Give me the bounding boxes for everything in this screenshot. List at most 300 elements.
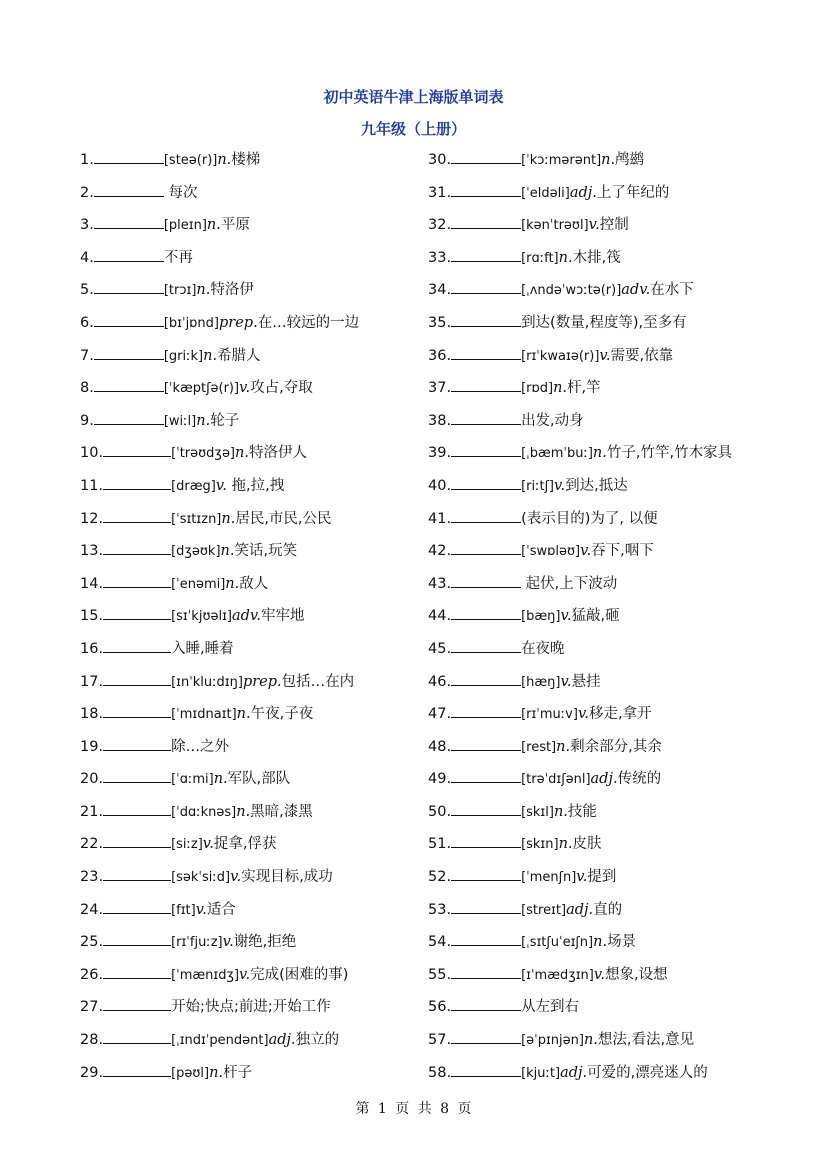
answer-blank[interactable] bbox=[451, 638, 521, 653]
answer-blank[interactable] bbox=[451, 540, 521, 555]
entry-number: 51. bbox=[428, 836, 452, 853]
entry-number: 41. bbox=[428, 510, 452, 527]
entry-number: 52. bbox=[428, 869, 452, 886]
meaning: 包括…在内 bbox=[281, 673, 355, 690]
part-of-speech: v. bbox=[593, 966, 605, 983]
answer-blank[interactable] bbox=[94, 149, 164, 164]
phonetic: [ˌɪndɪˈpendənt] bbox=[171, 1033, 269, 1049]
phonetic: [ˌsɪtʃuˈeɪʃn] bbox=[521, 935, 594, 951]
entry-number: 19. bbox=[80, 738, 104, 755]
answer-blank[interactable] bbox=[103, 1029, 171, 1044]
word-entry bbox=[80, 276, 470, 309]
meaning: 楼梯 bbox=[231, 152, 261, 168]
word-entry bbox=[428, 798, 818, 831]
meaning: 特洛伊 bbox=[210, 282, 254, 299]
meaning: 完成(困难的事) bbox=[250, 966, 349, 983]
entry-number: 26. bbox=[80, 966, 104, 983]
answer-blank[interactable] bbox=[103, 996, 171, 1011]
phonetic: [rɪˈkwaɪə(r)] bbox=[521, 348, 600, 364]
word-entry bbox=[428, 961, 818, 994]
answer-blank[interactable] bbox=[451, 899, 521, 914]
phonetic: [rɪˈfjuːz] bbox=[171, 935, 223, 951]
meaning: (表示目的)为了, 以便 bbox=[521, 510, 658, 527]
phonetic: [əˈpɪnjən] bbox=[521, 1033, 584, 1049]
part-of-speech: n. bbox=[593, 934, 608, 951]
meaning: 出发,动身 bbox=[521, 412, 584, 429]
entry-number: 47. bbox=[428, 706, 452, 723]
phonetic: [bɪˈjɒnd] bbox=[163, 315, 219, 331]
phonetic: [ˈsɪtɪzn] bbox=[171, 511, 222, 527]
phonetic: [hæŋ] bbox=[521, 674, 561, 690]
part-of-speech: v. bbox=[215, 477, 227, 494]
answer-blank[interactable] bbox=[103, 573, 171, 588]
meaning: 到达,抵达 bbox=[565, 477, 628, 494]
part-of-speech: v. bbox=[580, 543, 592, 560]
meaning: 开始;快点;前进;开始工作 bbox=[171, 999, 331, 1016]
word-entry bbox=[428, 863, 818, 896]
part-of-speech: n. bbox=[558, 836, 573, 853]
meaning: 悬挂 bbox=[571, 673, 601, 690]
answer-blank[interactable] bbox=[103, 475, 171, 490]
meaning: 杆子 bbox=[223, 1064, 253, 1081]
part-of-speech: n. bbox=[196, 282, 211, 299]
meaning: 入睡,睡着 bbox=[171, 640, 234, 657]
part-of-speech: adj. bbox=[268, 1032, 296, 1049]
meaning: 想象,设想 bbox=[604, 966, 668, 983]
phonetic: [ˈkæptʃə(r)] bbox=[163, 381, 240, 397]
part-of-speech: v. bbox=[560, 673, 572, 690]
meaning: 牢牢地 bbox=[261, 608, 305, 625]
meaning: 希腊人 bbox=[217, 347, 261, 364]
word-entry bbox=[428, 407, 818, 440]
entry-number: 50. bbox=[428, 803, 452, 820]
part-of-speech: n. bbox=[196, 412, 211, 429]
entry-number: 37. bbox=[428, 380, 452, 397]
answer-blank[interactable] bbox=[451, 410, 521, 425]
meaning: 独立的 bbox=[295, 1032, 340, 1049]
answer-blank[interactable] bbox=[451, 703, 521, 718]
word-entry bbox=[428, 733, 818, 766]
meaning: 移走,拿开 bbox=[589, 706, 652, 723]
answer-blank[interactable] bbox=[103, 833, 171, 848]
phonetic: [ˈenəmi] bbox=[171, 576, 226, 592]
entry-number: 55. bbox=[428, 966, 452, 983]
answer-blank[interactable] bbox=[451, 866, 521, 881]
entry-number: 2. bbox=[80, 184, 94, 201]
word-entry bbox=[428, 928, 818, 961]
part-of-speech: n. bbox=[601, 152, 616, 168]
meaning: 剩余部分,其余 bbox=[570, 738, 662, 755]
part-of-speech: n. bbox=[556, 738, 571, 755]
answer-blank[interactable] bbox=[103, 801, 171, 816]
part-of-speech: n. bbox=[206, 217, 221, 234]
answer-blank[interactable] bbox=[451, 833, 521, 848]
word-entry bbox=[80, 635, 470, 668]
entry-number: 33. bbox=[428, 249, 452, 266]
word-entry bbox=[80, 961, 470, 994]
entry-number: 46. bbox=[428, 673, 452, 690]
phonetic: [bæŋ] bbox=[521, 609, 561, 625]
word-entry bbox=[80, 570, 470, 603]
phonetic: [ˈdɑːknəs] bbox=[171, 804, 237, 820]
word-entry bbox=[80, 472, 470, 505]
part-of-speech: adj. bbox=[569, 184, 597, 201]
meaning: 午夜,子夜 bbox=[250, 706, 314, 723]
word-entry bbox=[80, 993, 470, 1026]
phonetic: [ˈmænɪdʒ] bbox=[171, 967, 240, 983]
meaning: 木排,筏 bbox=[572, 249, 621, 266]
entry-number: 16. bbox=[80, 640, 104, 657]
answer-blank[interactable] bbox=[94, 410, 164, 425]
answer-blank[interactable] bbox=[451, 442, 521, 457]
meaning: 在夜晚 bbox=[521, 640, 565, 657]
part-of-speech: n. bbox=[203, 347, 218, 364]
part-of-speech: adv. bbox=[621, 282, 651, 299]
meaning: 每次 bbox=[163, 184, 198, 201]
entry-number: 48. bbox=[428, 738, 452, 755]
meaning: 在水下 bbox=[650, 282, 694, 299]
part-of-speech: v. bbox=[230, 869, 242, 886]
entry-number: 57. bbox=[428, 1032, 452, 1049]
word-entry bbox=[80, 668, 470, 701]
phonetic: [rɒd] bbox=[521, 381, 554, 397]
entry-number: 36. bbox=[428, 347, 452, 364]
meaning: 起伏,上下波动 bbox=[521, 575, 618, 592]
phonetic: [wiːl] bbox=[163, 413, 197, 429]
meaning: 平原 bbox=[220, 217, 250, 234]
entry-number: 8. bbox=[80, 380, 94, 397]
phonetic: [trəˈdɪʃənl] bbox=[521, 772, 591, 788]
entry-number: 1. bbox=[80, 152, 94, 168]
phonetic: [siːz] bbox=[171, 837, 203, 853]
word-entry bbox=[80, 733, 470, 766]
phonetic: [rɑːft] bbox=[521, 250, 559, 266]
entry-number: 18. bbox=[80, 706, 104, 723]
word-entry bbox=[428, 1026, 818, 1059]
word-entry bbox=[428, 830, 818, 863]
entry-number: 23. bbox=[80, 869, 104, 886]
entry-number: 31. bbox=[428, 184, 452, 201]
entry-number: 45. bbox=[428, 640, 452, 657]
meaning: 提到 bbox=[587, 869, 617, 886]
word-entry bbox=[80, 1026, 470, 1059]
word-entry bbox=[80, 765, 470, 798]
word-entry bbox=[428, 309, 818, 342]
entry-number: 29. bbox=[80, 1064, 104, 1081]
answer-blank[interactable] bbox=[103, 442, 171, 457]
answer-blank[interactable] bbox=[451, 605, 521, 620]
answer-blank[interactable] bbox=[103, 703, 171, 718]
entry-number: 39. bbox=[428, 445, 452, 462]
answer-blank[interactable] bbox=[103, 605, 171, 620]
word-entry bbox=[428, 635, 818, 668]
word-entry bbox=[428, 244, 818, 277]
word-entry bbox=[80, 374, 470, 407]
meaning: 军队,部队 bbox=[227, 771, 291, 788]
answer-blank[interactable] bbox=[451, 312, 521, 327]
part-of-speech: n. bbox=[553, 803, 568, 820]
phonetic: [ˈɑːmi] bbox=[171, 772, 214, 788]
part-of-speech: n. bbox=[235, 445, 249, 462]
phonetic: [rɪˈmuːv] bbox=[521, 707, 578, 723]
meaning: 笑话,玩笑 bbox=[234, 543, 298, 560]
part-of-speech: v. bbox=[202, 836, 214, 853]
word-entry bbox=[80, 309, 470, 342]
entry-number: 54. bbox=[428, 934, 452, 951]
meaning: 拖,拉,拽 bbox=[226, 477, 285, 494]
meaning: 攻占,夺取 bbox=[250, 380, 313, 397]
entry-number: 9. bbox=[80, 412, 94, 429]
word-entry bbox=[80, 179, 470, 212]
entry-number: 56. bbox=[428, 999, 452, 1016]
part-of-speech: prep. bbox=[242, 673, 282, 690]
word-entry bbox=[80, 407, 470, 440]
meaning: 除…之外 bbox=[171, 738, 230, 755]
entry-number: 20. bbox=[80, 771, 104, 788]
word-entry bbox=[428, 439, 818, 472]
part-of-speech: v. bbox=[195, 901, 207, 918]
part-of-speech: n. bbox=[220, 543, 235, 560]
entry-number: 25. bbox=[80, 934, 104, 951]
entry-number: 17. bbox=[80, 673, 104, 690]
part-of-speech: v. bbox=[560, 608, 572, 625]
meaning: 皮肤 bbox=[572, 836, 602, 853]
phonetic: [steə(r)] bbox=[163, 153, 218, 168]
part-of-speech: n. bbox=[209, 1064, 224, 1081]
answer-blank[interactable] bbox=[94, 182, 164, 197]
phonetic: [dʒəʊk] bbox=[171, 544, 221, 560]
phonetic: [skɪl] bbox=[521, 804, 554, 820]
entry-number: 5. bbox=[80, 282, 94, 299]
word-entry bbox=[428, 1059, 818, 1092]
word-entry bbox=[80, 211, 470, 244]
answer-blank[interactable] bbox=[103, 671, 171, 686]
answer-blank[interactable] bbox=[451, 996, 521, 1011]
word-entry bbox=[80, 537, 470, 570]
entry-number: 27. bbox=[80, 999, 104, 1016]
phonetic: [fɪt] bbox=[171, 902, 196, 918]
word-entry bbox=[428, 146, 818, 179]
part-of-speech: n. bbox=[583, 1032, 598, 1049]
meaning: 猛敲,砸 bbox=[571, 608, 620, 625]
answer-blank[interactable] bbox=[103, 638, 171, 653]
phonetic: [ˈkɔːmərənt] bbox=[521, 153, 602, 168]
page-footer: 第 1 页 共 8 页 bbox=[355, 1101, 472, 1117]
word-entry bbox=[428, 374, 818, 407]
meaning: 居民,市民,公民 bbox=[235, 510, 332, 527]
answer-blank[interactable] bbox=[103, 866, 171, 881]
part-of-speech: v. bbox=[599, 347, 611, 364]
answer-blank[interactable] bbox=[451, 214, 521, 229]
part-of-speech: n. bbox=[236, 803, 251, 820]
answer-blank[interactable] bbox=[94, 345, 164, 360]
meaning: 直的 bbox=[593, 901, 623, 918]
answer-blank[interactable] bbox=[94, 312, 164, 327]
answer-blank[interactable] bbox=[451, 573, 521, 588]
phonetic: [kjuːt] bbox=[521, 1065, 561, 1081]
part-of-speech: adj. bbox=[566, 901, 594, 918]
meaning: 特洛伊人 bbox=[248, 445, 307, 462]
phonetic: [griːk] bbox=[163, 348, 204, 364]
meaning: 技能 bbox=[567, 803, 597, 820]
meaning: 敌人 bbox=[239, 575, 269, 592]
answer-blank[interactable] bbox=[103, 899, 171, 914]
phonetic: [kənˈtrəʊl] bbox=[521, 218, 589, 234]
phonetic: [ˌʌndəˈwɔːtə(r)] bbox=[521, 283, 622, 299]
entry-number: 11. bbox=[80, 477, 104, 494]
meaning: 到达(数量,程度等),至多有 bbox=[521, 314, 687, 331]
entry-number: 58. bbox=[428, 1064, 452, 1081]
answer-blank[interactable] bbox=[451, 801, 521, 816]
answer-blank[interactable] bbox=[451, 671, 521, 686]
phonetic: [ɪnˈkluːdɪŋ] bbox=[171, 674, 243, 690]
word-entry bbox=[80, 342, 470, 375]
part-of-speech: v. bbox=[577, 706, 590, 723]
answer-blank[interactable] bbox=[451, 149, 521, 164]
answer-blank[interactable] bbox=[103, 508, 171, 523]
answer-blank[interactable] bbox=[103, 736, 171, 751]
entry-number: 44. bbox=[428, 608, 452, 625]
phonetic: [ˈeldəli] bbox=[521, 185, 570, 201]
meaning: 鸬鹚 bbox=[615, 152, 645, 168]
answer-blank[interactable] bbox=[451, 279, 521, 294]
phonetic: [skɪn] bbox=[521, 837, 559, 853]
answer-blank[interactable] bbox=[451, 1029, 521, 1044]
meaning: 需要,依靠 bbox=[610, 347, 674, 364]
part-of-speech: adv. bbox=[232, 608, 262, 625]
word-entry bbox=[428, 570, 818, 603]
meaning: 杆,竿 bbox=[567, 380, 601, 397]
word-entry bbox=[428, 602, 818, 635]
answer-blank[interactable] bbox=[94, 214, 164, 229]
meaning: 上了年纪的 bbox=[596, 184, 670, 201]
word-entry bbox=[80, 602, 470, 635]
entry-number: 49. bbox=[428, 771, 452, 788]
meaning: 在…较远的一边 bbox=[257, 314, 360, 331]
entry-number: 40. bbox=[428, 477, 452, 494]
entry-number: 28. bbox=[80, 1032, 104, 1049]
word-entry bbox=[428, 505, 818, 538]
answer-blank[interactable] bbox=[451, 931, 521, 946]
answer-blank[interactable] bbox=[451, 345, 521, 360]
entry-number: 30. bbox=[428, 152, 452, 168]
meaning: 传统的 bbox=[617, 771, 662, 788]
entry-number: 53. bbox=[428, 901, 452, 918]
answer-blank[interactable] bbox=[94, 247, 164, 262]
word-entry bbox=[428, 765, 818, 798]
entry-number: 35. bbox=[428, 314, 452, 331]
word-entry bbox=[80, 146, 470, 179]
entry-number: 14. bbox=[80, 575, 104, 592]
meaning: 捉拿,俘获 bbox=[213, 836, 277, 853]
entry-number: 15. bbox=[80, 608, 104, 625]
part-of-speech: v. bbox=[239, 380, 251, 397]
page-subtitle: 九年级（上册） bbox=[360, 120, 466, 138]
part-of-speech: n. bbox=[225, 575, 240, 592]
answer-blank[interactable] bbox=[103, 540, 171, 555]
word-entry bbox=[428, 179, 818, 212]
phonetic: [ɪˈmædʒɪn] bbox=[521, 967, 594, 983]
answer-blank[interactable] bbox=[451, 768, 521, 783]
meaning: 从左到右 bbox=[521, 999, 580, 1016]
part-of-speech: adj. bbox=[560, 1064, 588, 1081]
phonetic: [ˈmenʃn] bbox=[521, 870, 577, 886]
part-of-speech: v. bbox=[554, 477, 566, 494]
answer-blank[interactable] bbox=[451, 182, 521, 197]
answer-blank[interactable] bbox=[94, 279, 164, 294]
phonetic: [ˌbæmˈbuː] bbox=[521, 446, 593, 462]
answer-blank[interactable] bbox=[103, 1062, 171, 1077]
word-entry bbox=[80, 830, 470, 863]
entry-number: 34. bbox=[428, 282, 452, 299]
entry-number: 3. bbox=[80, 217, 94, 234]
word-entry bbox=[428, 276, 818, 309]
entry-number: 38. bbox=[428, 412, 452, 429]
word-entry bbox=[80, 244, 470, 277]
word-entry bbox=[80, 798, 470, 831]
answer-blank[interactable] bbox=[451, 1062, 521, 1077]
meaning: 轮子 bbox=[210, 412, 240, 429]
word-entry bbox=[80, 505, 470, 538]
word-entry bbox=[428, 211, 818, 244]
phonetic: [sɪˈkjʊəlɪ] bbox=[171, 609, 232, 625]
word-list-left-column bbox=[80, 146, 470, 1091]
phonetic: [ˈtrəʊdʒə] bbox=[171, 446, 236, 462]
answer-blank[interactable] bbox=[451, 508, 521, 523]
page-title: 初中英语牛津上海版单词表 bbox=[323, 88, 504, 106]
phonetic: [pəʊl] bbox=[171, 1065, 210, 1081]
part-of-speech: adj. bbox=[590, 771, 618, 788]
part-of-speech: n. bbox=[592, 445, 607, 462]
word-entry bbox=[428, 472, 818, 505]
word-entry bbox=[80, 928, 470, 961]
meaning: 竹子,竹竿,竹木家具 bbox=[606, 445, 733, 462]
word-entry bbox=[80, 1059, 470, 1092]
answer-blank[interactable] bbox=[451, 736, 521, 751]
part-of-speech: n. bbox=[558, 249, 573, 266]
meaning: 黑暗,漆黑 bbox=[250, 803, 313, 820]
word-entry bbox=[80, 700, 470, 733]
word-list-right-column bbox=[428, 146, 818, 1091]
phonetic: [trɔɪ] bbox=[163, 283, 197, 299]
answer-blank[interactable] bbox=[94, 377, 164, 392]
answer-blank[interactable] bbox=[451, 247, 521, 262]
word-entry bbox=[80, 439, 470, 472]
entry-number: 7. bbox=[80, 347, 94, 364]
meaning: 适合 bbox=[206, 901, 236, 918]
entry-number: 42. bbox=[428, 543, 452, 560]
word-entry bbox=[80, 896, 470, 929]
entry-number: 22. bbox=[80, 836, 104, 853]
entry-number: 10. bbox=[80, 445, 104, 462]
part-of-speech: n. bbox=[217, 152, 232, 168]
entry-number: 6. bbox=[80, 314, 94, 331]
word-entry bbox=[428, 537, 818, 570]
phonetic: [rest] bbox=[521, 739, 557, 755]
part-of-speech: v. bbox=[239, 966, 251, 983]
part-of-speech: v. bbox=[222, 934, 234, 951]
answer-blank[interactable] bbox=[451, 964, 521, 979]
meaning: 场景 bbox=[607, 934, 637, 951]
answer-blank[interactable] bbox=[451, 475, 521, 490]
entry-number: 4. bbox=[80, 249, 94, 266]
phonetic: [riːtʃ] bbox=[521, 478, 555, 494]
answer-blank[interactable] bbox=[103, 768, 171, 783]
word-entry bbox=[428, 896, 818, 929]
answer-blank[interactable] bbox=[103, 931, 171, 946]
answer-blank[interactable] bbox=[103, 964, 171, 979]
answer-blank[interactable] bbox=[451, 377, 521, 392]
